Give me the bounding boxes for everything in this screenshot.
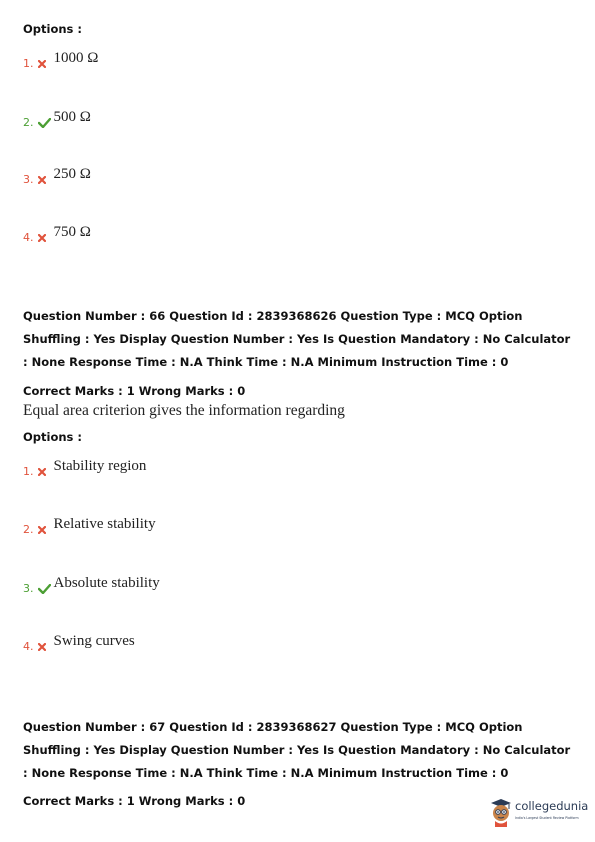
option-number: 3. bbox=[23, 173, 34, 186]
option-number: 3. bbox=[23, 582, 34, 595]
option-number: 2. bbox=[23, 116, 34, 129]
question-meta: Question Number : 67 Question Id : 2839368627 Question Type : MCQ Option Shuffling : Yes Display Question Number : Yes Is Question Mandatory : No Calculator : None Response Time : N.A Think Time : N.A Minimum Instruction Time : 0 bbox=[23, 720, 571, 780]
logo-tagline: India's Largest Student Review Platform bbox=[515, 816, 579, 820]
options-label: Options : bbox=[23, 430, 82, 444]
cross-icon bbox=[38, 176, 51, 184]
option-text: Absolute stability bbox=[53, 575, 160, 591]
option-number: 2. bbox=[23, 523, 34, 536]
option-number: 1. bbox=[23, 465, 34, 478]
option-3 bbox=[23, 575, 160, 597]
option-text: 500 Ω bbox=[53, 109, 91, 125]
option-3 bbox=[23, 166, 91, 188]
logo-wordmark: collegedunia bbox=[515, 799, 589, 813]
option-text: 750 Ω bbox=[53, 224, 91, 240]
option-text: Relative stability bbox=[53, 516, 156, 532]
option-4 bbox=[23, 224, 91, 246]
option-2 bbox=[23, 109, 91, 131]
option-text: 250 Ω bbox=[53, 166, 91, 182]
check-icon bbox=[38, 118, 51, 128]
mascot-icon bbox=[489, 796, 513, 828]
cross-icon bbox=[38, 526, 51, 534]
option-1 bbox=[23, 458, 147, 480]
cross-icon bbox=[38, 234, 51, 242]
option-number: 4. bbox=[23, 231, 34, 244]
option-2 bbox=[23, 516, 156, 538]
option-4 bbox=[23, 633, 135, 655]
options-label: Options : bbox=[23, 22, 82, 36]
question-text: Equal area criterion gives the information regarding bbox=[23, 402, 345, 419]
option-text: 1000 Ω bbox=[53, 50, 99, 66]
question-marks: Correct Marks : 1 Wrong Marks : 0 bbox=[23, 794, 246, 808]
cross-icon bbox=[38, 60, 51, 68]
cross-icon bbox=[38, 468, 51, 476]
cross-icon bbox=[38, 643, 51, 651]
option-number: 1. bbox=[23, 57, 34, 70]
option-number: 4. bbox=[23, 640, 34, 653]
option-text: Swing curves bbox=[53, 633, 135, 649]
question-meta: Question Number : 66 Question Id : 2839368626 Question Type : MCQ Option Shuffling : Yes Display Question Number : Yes Is Question Mandatory : No Calculator : None Response Time : N.A Think Time : N.A Minimum Instruction Time : 0 bbox=[23, 309, 571, 369]
option-1 bbox=[23, 50, 99, 72]
question-marks: Correct Marks : 1 Wrong Marks : 0 bbox=[23, 384, 246, 398]
check-icon bbox=[38, 584, 51, 594]
option-text: Stability region bbox=[53, 458, 147, 474]
collegedunia-logo bbox=[489, 796, 589, 832]
